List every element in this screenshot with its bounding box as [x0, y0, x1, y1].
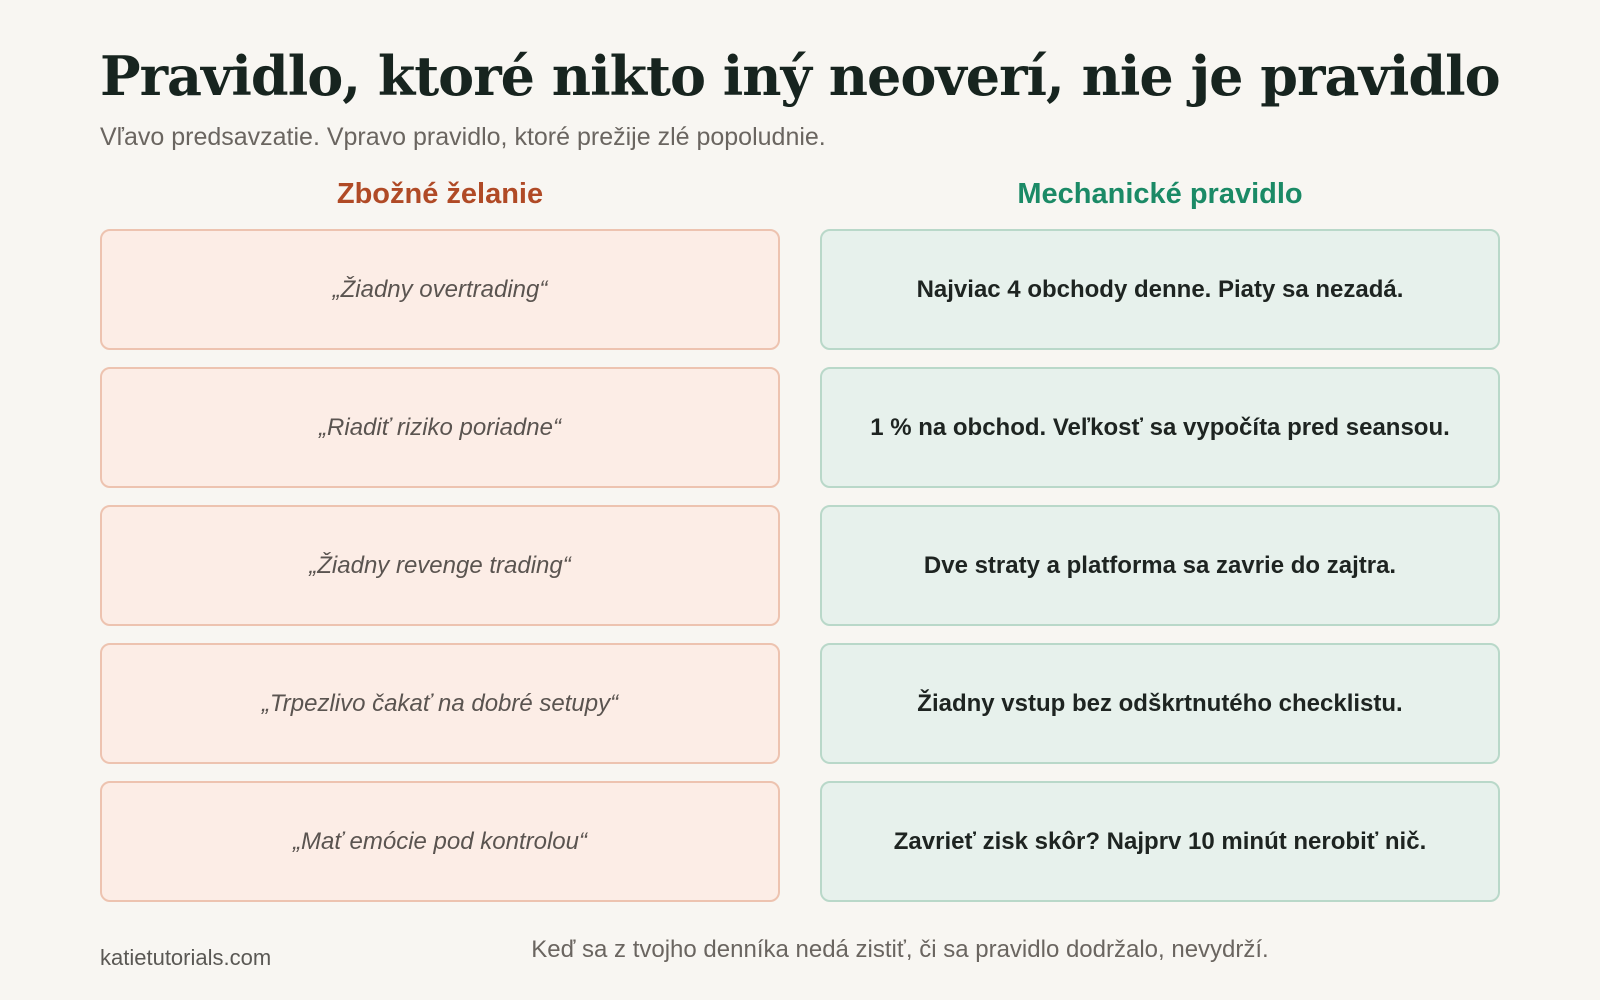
rule-text: Najviac 4 obchody denne. Piaty sa nezadá. — [916, 275, 1404, 303]
wish-card — [100, 229, 780, 350]
wish-card — [100, 505, 780, 626]
brand-label: katietutorials.com — [100, 945, 272, 970]
wishes-column — [100, 229, 780, 919]
footer-note: Keď sa z tvojho denníka nedá zistiť, či sa pravidlo dodržalo, nevydrží. — [531, 936, 1269, 963]
rule-text: Zavrieť zisk skôr? Najprv 10 minút nerobiť nič. — [893, 827, 1427, 855]
rule-card — [820, 643, 1500, 764]
page-title: Pravidlo, ktoré nikto iný neoverí, nie je pravidlo — [100, 44, 1500, 108]
rule-text: 1 % na obchod. Veľkosť sa vypočíta pred seansou. — [870, 413, 1450, 441]
wish-text: „Riadiť riziko poriadne“ — [319, 413, 561, 441]
rule-text: Žiadny vstup bez odškrtnutého checklistu. — [917, 689, 1403, 717]
rule-card — [820, 781, 1500, 902]
rule-card — [820, 229, 1500, 350]
wish-text: „Žiadny overtrading“ — [332, 275, 548, 303]
wish-text: „Trpezlivo čakať na dobré setupy“ — [261, 689, 619, 717]
rule-card — [820, 367, 1500, 488]
wish-card — [100, 643, 780, 764]
wish-card — [100, 781, 780, 902]
wish-text: „Žiadny revenge trading“ — [309, 551, 571, 579]
rule-text: Dve straty a platforma sa zavrie do zajtra. — [923, 551, 1397, 579]
rules-column — [820, 229, 1500, 919]
rule-card — [820, 505, 1500, 626]
mechanical-rule-heading: Mechanické pravidlo — [1017, 178, 1303, 210]
wishful-thinking-heading: Zbožné želanie — [336, 178, 544, 210]
wish-text: „Mať emócie pod kontrolou“ — [293, 827, 587, 855]
wish-card — [100, 367, 780, 488]
page-subtitle: Vľavo predsavzatie. Vpravo pravidlo, ktoré prežije zlé popoludnie. — [100, 123, 826, 151]
